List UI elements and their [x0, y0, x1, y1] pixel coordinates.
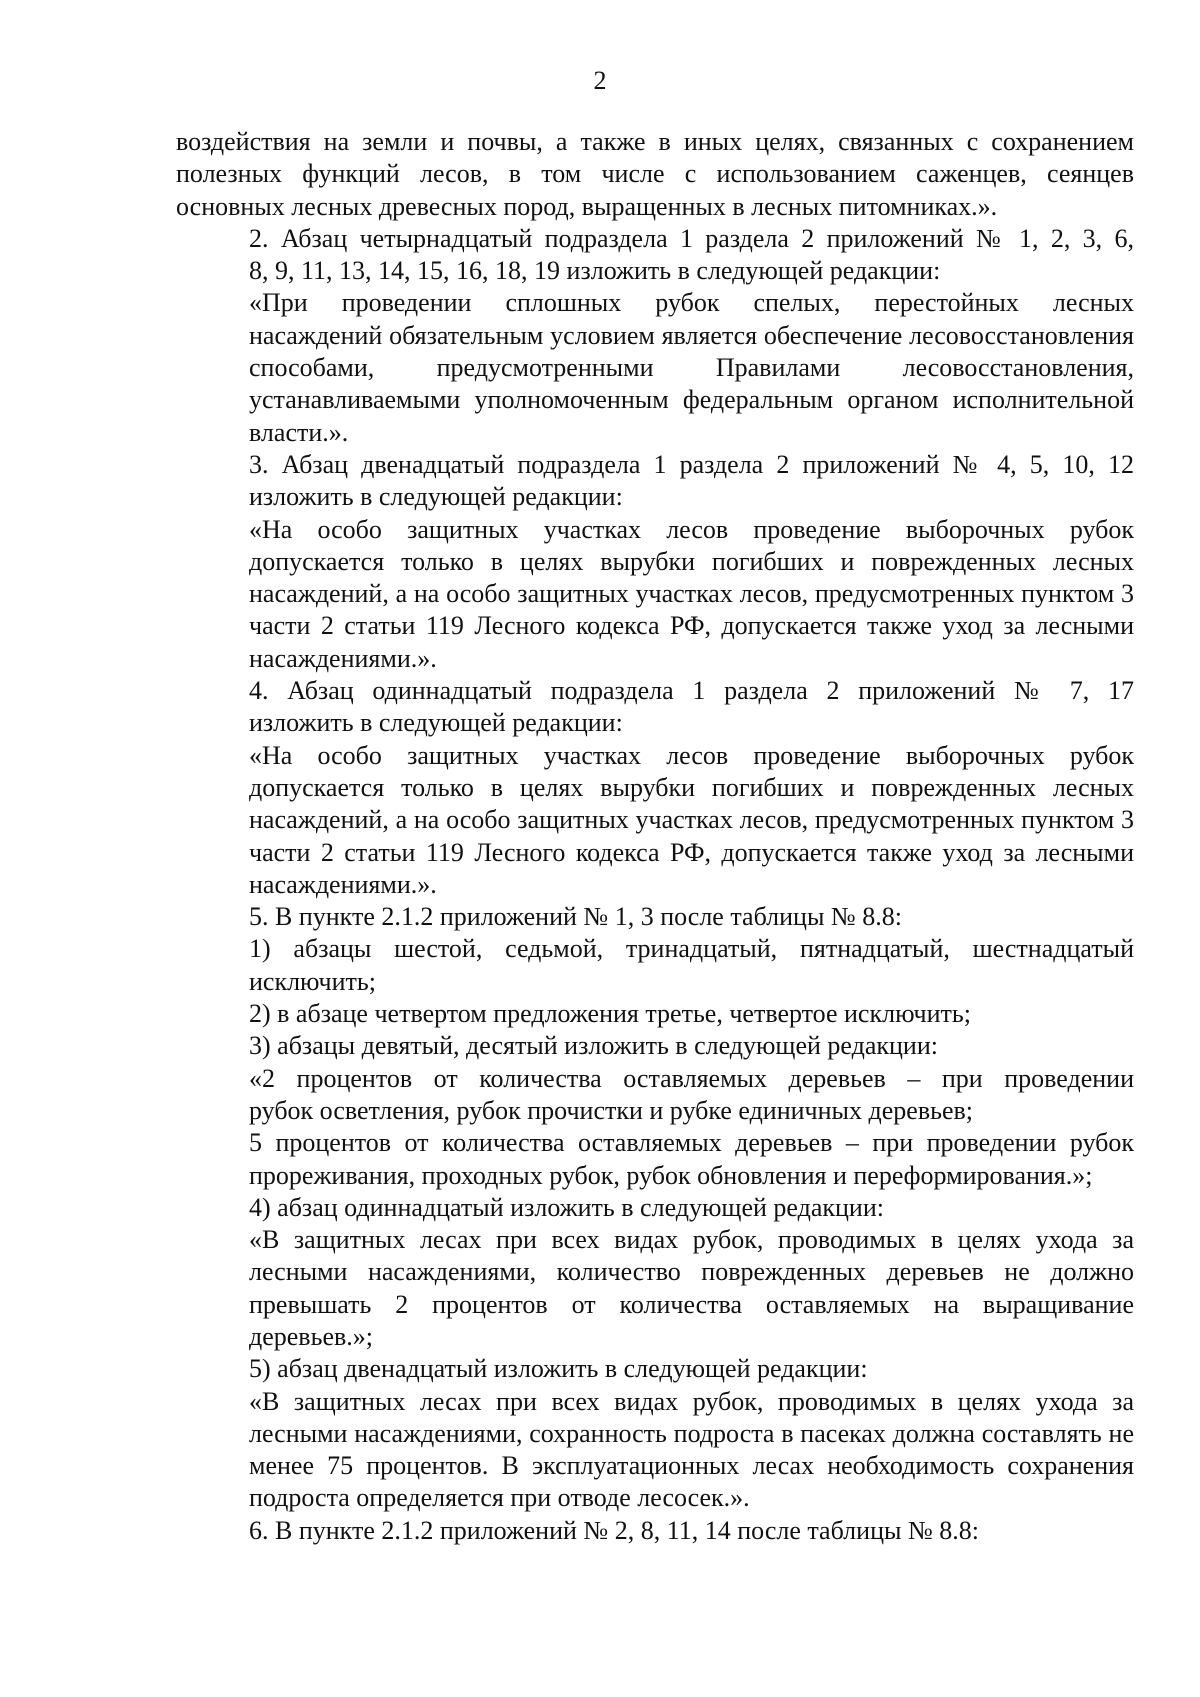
text-line: деревьев.»;	[249, 1321, 373, 1351]
text-line: насаждений, а на особо защитных участках лесов, предусмотренных пунктом 3	[249, 805, 1134, 835]
text-line: менее 75 процентов. В эксплуатационных лесах необходимость сохранения	[249, 1451, 1134, 1481]
text-line: 2) в абзаце четвертом предложения третье, четвертое исключить;	[249, 999, 971, 1029]
paragraph	[176, 901, 1134, 933]
text-line: 5 процентов от количества оставляемых деревьев – при проведении рубок	[249, 1128, 1134, 1158]
text-line: насаждений обязательным условием является обеспечение лесовосстановления	[249, 320, 1134, 350]
text-line: 5) абзац двенадцатый изложить в следующей редакции:	[249, 1354, 868, 1384]
text-line: «На особо защитных участках лесов проведение выборочных рубок	[249, 740, 1134, 770]
text-line: 6. В пункте 2.1.2 приложений № 2, 8, 11, 14 после таблицы № 8.8:	[249, 1515, 979, 1545]
paragraph	[176, 514, 1134, 675]
paragraph	[176, 126, 1134, 223]
text-line: подроста определяется при отводе лесосек.».	[249, 1483, 750, 1513]
text-line: «В защитных лесах при всех видах рубок, проводимых в целях ухода за	[249, 1386, 1134, 1416]
document-body	[176, 126, 1134, 1547]
paragraph	[176, 1030, 1134, 1062]
paragraph	[176, 1353, 1134, 1385]
text-line: основных лесных древесных пород, выращенных в лесных питомниках.».	[176, 191, 998, 221]
text-line: рубок осветления, рубок прочистки и рубке единичных деревьев;	[249, 1095, 973, 1125]
text-line: полезных функций лесов, в том числе с использованием саженцев, сеянцев	[176, 159, 1134, 189]
text-line: насаждений, а на особо защитных участках лесов, предусмотренных пунктом 3	[249, 579, 1134, 609]
paragraph	[176, 1192, 1134, 1224]
text-line: «В защитных лесах при всех видах рубок, проводимых в целях ухода за	[249, 1225, 1134, 1255]
text-line: 2. Абзац четырнадцатый подраздела 1 раздела 2 приложений № 1, 2, 3, 6,	[249, 223, 1134, 253]
text-line: прореживания, проходных рубок, рубок обновления и переформирования.»;	[249, 1160, 1093, 1190]
page-number: 2	[593, 66, 607, 95]
text-line: насаждениями.».	[249, 643, 437, 673]
text-line: способами, предусмотренными Правилами лесовосстановления,	[249, 353, 1134, 383]
paragraph	[176, 1063, 1134, 1128]
text-line: 4. Абзац одиннадцатый подраздела 1 раздела 2 приложений № 7, 17	[249, 676, 1134, 706]
text-line: части 2 статьи 119 Лесного кодекса РФ, допускается также уход за лесными	[249, 837, 1134, 867]
text-line: исключить;	[249, 966, 376, 996]
text-line: изложить в следующей редакции:	[249, 482, 623, 512]
text-line: 5. В пункте 2.1.2 приложений № 1, 3 после таблицы № 8.8:	[249, 902, 902, 932]
paragraph	[176, 675, 1134, 740]
paragraph	[176, 449, 1134, 514]
paragraph	[176, 223, 1134, 288]
paragraph	[176, 1515, 1134, 1547]
paragraph	[176, 740, 1134, 901]
paragraph	[176, 1127, 1134, 1192]
paragraph	[176, 998, 1134, 1030]
text-line: изложить в следующей редакции:	[249, 708, 623, 738]
text-line: устанавливаемыми уполномоченным федеральным органом исполнительной	[249, 385, 1134, 415]
text-line: допускается только в целях вырубки погибших и поврежденных лесных	[249, 546, 1134, 576]
text-line: 4) абзац одиннадцатый изложить в следующей редакции:	[249, 1192, 884, 1222]
text-line: 8, 9, 11, 13, 14, 15, 16, 18, 19 изложить в следующей редакции:	[249, 256, 941, 286]
paragraph	[176, 287, 1134, 448]
text-line: лесными насаждениями, количество поврежденных деревьев не должно	[249, 1257, 1134, 1287]
paragraph	[176, 1224, 1134, 1353]
text-line: насаждениями.».	[249, 869, 437, 899]
paragraph	[176, 1386, 1134, 1515]
text-line: «2 процентов от количества оставляемых деревьев – при проведении	[249, 1063, 1134, 1093]
text-line: 3) абзацы девятый, десятый изложить в следующей редакции:	[249, 1031, 938, 1061]
text-line: власти.».	[249, 417, 349, 447]
text-line: «На особо защитных участках лесов проведение выборочных рубок	[249, 514, 1134, 544]
text-line: части 2 статьи 119 Лесного кодекса РФ, допускается также уход за лесными	[249, 611, 1134, 641]
text-line: 3. Абзац двенадцатый подраздела 1 раздела 2 приложений № 4, 5, 10, 12	[249, 449, 1134, 479]
text-line: лесными насаждениями, сохранность подроста в пасеках должна составлять не	[249, 1418, 1134, 1448]
text-line: воздействия на земли и почвы, а также в иных целях, связанных с сохранением	[176, 127, 1134, 156]
text-line: превышать 2 процентов от количества оставляемых на выращивание	[249, 1289, 1134, 1319]
text-line: 1) абзацы шестой, седьмой, тринадцатый, пятнадцатый, шестнадцатый	[249, 934, 1134, 964]
text-line: допускается только в целях вырубки погибших и поврежденных лесных	[249, 772, 1134, 802]
text-line: «При проведении сплошных рубок спелых, перестойных лесных	[249, 288, 1134, 318]
paragraph	[176, 933, 1134, 998]
